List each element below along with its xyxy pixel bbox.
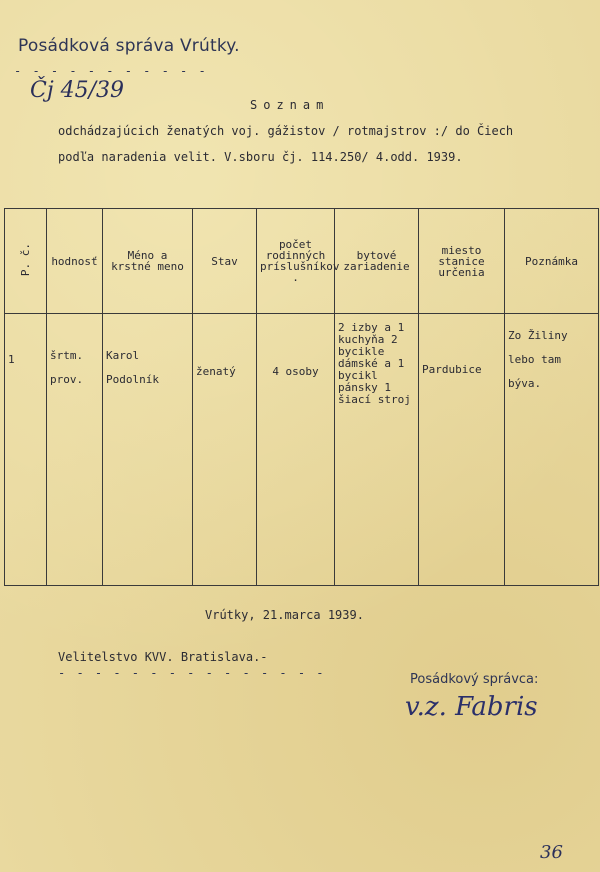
- header-status: Stav: [193, 209, 257, 314]
- file-number: Čj 45/39: [30, 78, 125, 103]
- cell-note: Zo Žiliny lebo tam býva.: [505, 314, 599, 586]
- cell-destination: Pardubice: [419, 314, 505, 586]
- place-date: Vrútky, 21.marca 1939.: [205, 608, 364, 622]
- recipient-underline: - - - - - - - - - - - - - - -: [58, 666, 326, 680]
- cell-rank: šrtm. prov.: [47, 314, 103, 586]
- cell-name: Karol Podolník: [103, 314, 193, 586]
- table-header-row: [5, 209, 599, 314]
- cell-status: ženatý: [193, 314, 257, 586]
- office-stamp: Posádková správa Vrútky.: [18, 36, 240, 56]
- header-family-count: počet rodinných príslušníkov .: [257, 209, 335, 314]
- table-row: [5, 314, 599, 586]
- signature: v.z. Fabris: [405, 692, 538, 722]
- header-destination: miesto stanice určenia: [419, 209, 505, 314]
- header-rank: hodnosť: [47, 209, 103, 314]
- header-name: Méno a krstné meno: [103, 209, 193, 314]
- recipient: Velitelstvo KVV. Bratislava.-: [58, 650, 268, 664]
- cell-household: 2 izby a 1 kuchyňa 2 bycikle dámské a 1 bycikl pánsky 1 šiací stroj: [335, 314, 419, 586]
- cell-number: 1: [5, 314, 47, 586]
- page-number: 36: [540, 842, 563, 863]
- signatory-title: Posádkový správca:: [410, 672, 539, 687]
- title-line-1: odchádzajúcich ženatých voj. gážistov / rotmajstrov :/ do Čiech: [58, 124, 514, 138]
- header-household: bytové zariadenie: [335, 209, 419, 314]
- title-line-2: podľa naradenia velit. V.sboru čj. 114.250/ 4.odd. 1939.: [58, 150, 463, 164]
- cell-family-count: 4 osoby: [257, 314, 335, 586]
- header-number: P. č.: [5, 209, 47, 314]
- header-note: Poznámka: [505, 209, 599, 314]
- stamp-underline: - - - - - - - - - - -: [14, 64, 208, 78]
- personnel-table: [4, 208, 599, 586]
- list-title: Soznam: [250, 98, 330, 112]
